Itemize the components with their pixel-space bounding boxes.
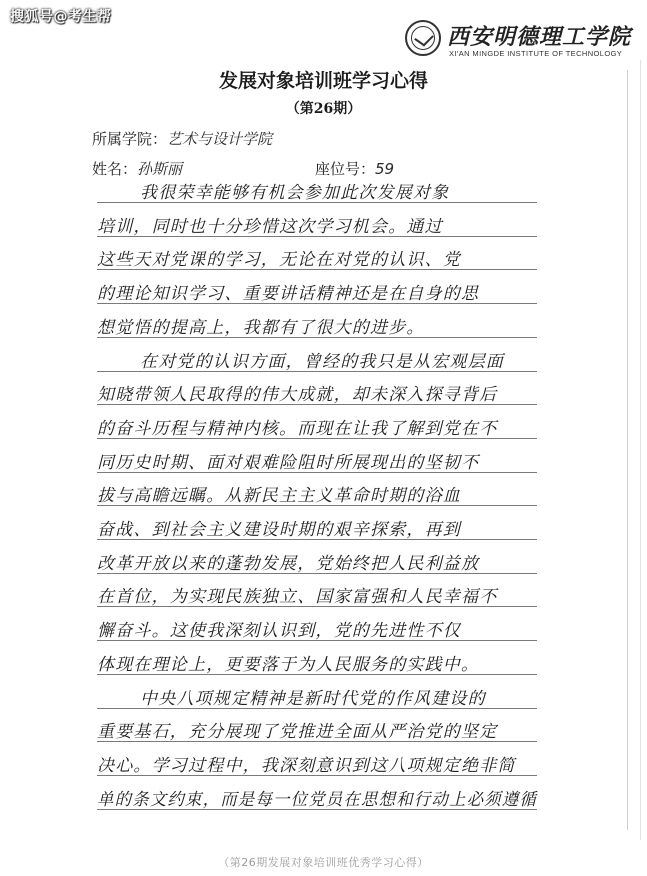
seat-label: 座位号： xyxy=(315,160,376,178)
handwritten-line: 改革开放以来的蓬勃发展，党始终把人民利益放 xyxy=(97,554,480,574)
handwritten-line: 我很荣幸能够有机会参加此次发展对象 xyxy=(140,183,450,203)
handwritten-line: 培训，同时也十分珍惜这次学习机会。通过 xyxy=(97,217,443,237)
handwritten-line: 奋战、到社会主义建设时期的艰辛探索，再到 xyxy=(97,520,461,540)
handwritten-line: 知晓带领人民取得的伟大成就，却未深入探寻背后 xyxy=(97,385,498,405)
footer-caption: （第26期发展对象培训班优秀学习心得） xyxy=(218,856,429,869)
name-field xyxy=(92,158,182,179)
handwritten-line: 重要基石，充分展现了党推进全面从严治党的坚定 xyxy=(97,722,498,742)
watermark-text: 搜狐号@考生帮 xyxy=(10,9,112,25)
handwritten-line: 决心。学习过程中，我深刻意识到这八项规定绝非简 xyxy=(97,756,516,776)
school-name: 西安明德理工学院 xyxy=(447,24,632,50)
college-field xyxy=(92,128,272,149)
handwritten-line: 的奋斗历程与精神内核。而现在让我了解到党在不 xyxy=(97,419,498,439)
handwritten-line: 拔与高瞻远瞩。从新民主主义革命时期的浴血 xyxy=(97,486,461,506)
page-edge-line xyxy=(640,60,641,840)
page-edge-line xyxy=(627,70,628,830)
seat-value: 59 xyxy=(375,160,395,178)
handwritten-line: 单的条文约束，而是每一位党员在思想和行动上必须遵循 xyxy=(97,790,537,810)
name-value: 孙斯丽 xyxy=(137,160,183,178)
college-label: 所属学院： xyxy=(92,130,168,148)
handwritten-line: 的理论知识学习、重要讲话精神还是在自身的思 xyxy=(97,284,480,304)
name-label: 姓名： xyxy=(92,160,138,178)
college-value: 艺术与设计学院 xyxy=(167,130,273,148)
school-seal-icon xyxy=(405,20,441,56)
handwritten-line: 在首位，为实现民族独立、国家富强和人民幸福不 xyxy=(97,587,498,607)
school-english-name: XI'AN MINGDE INSTITUTE OF TECHNOLOGY xyxy=(449,49,623,58)
handwritten-line: 这些天对党课的学习，无论在对党的认识、党 xyxy=(97,250,461,270)
document-issue: （第26期） xyxy=(285,101,362,117)
handwritten-line: 中央八项规定精神是新时代党的作风建设的 xyxy=(140,689,486,709)
handwritten-line: 懈奋斗。这使我深刻认识到，党的先进性不仅 xyxy=(97,621,461,641)
handwritten-line: 在对党的认识方面，曾经的我只是从宏观层面 xyxy=(140,352,504,372)
school-logo xyxy=(405,20,640,62)
document-title: 发展对象培训班学习心得 xyxy=(218,70,428,92)
handwritten-line: 想觉悟的提高上，我都有了很大的进步。 xyxy=(97,318,425,338)
seat-field xyxy=(315,158,394,179)
handwritten-line: 体现在理论上，更要落于为人民服务的实践中。 xyxy=(97,655,480,675)
handwritten-line: 同历史时期、面对艰难险阻时所展现出的坚韧不 xyxy=(97,453,480,473)
